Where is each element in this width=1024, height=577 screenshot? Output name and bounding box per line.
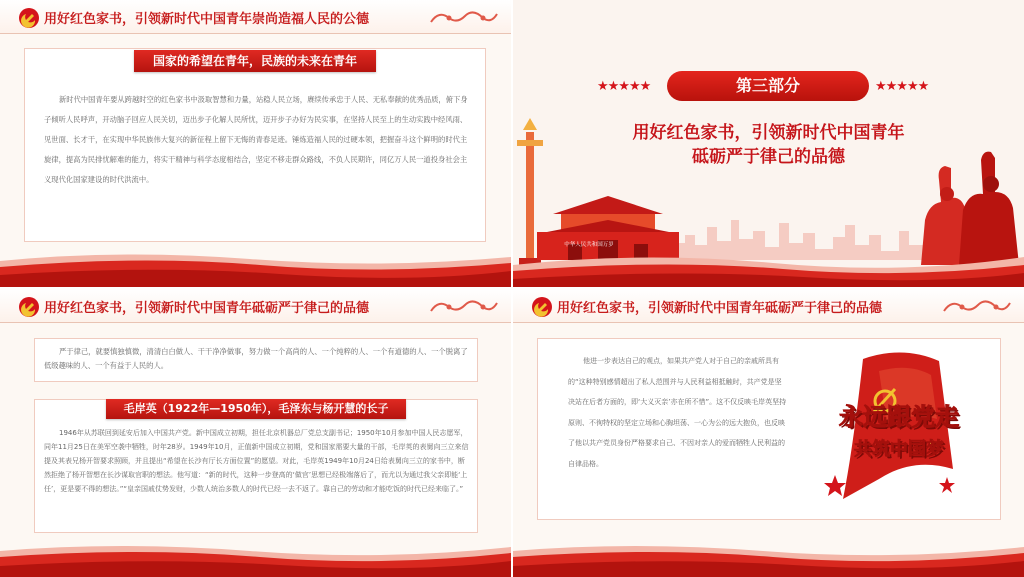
section-ribbon: 毛岸英（1922年—1950年），毛泽东与杨开慧的长子 bbox=[106, 399, 406, 419]
auspicious-cloud-icon bbox=[429, 8, 499, 26]
slide-2-section-cover[interactable] bbox=[513, 0, 1024, 287]
divider bbox=[513, 322, 1024, 323]
slogan-line-1: 永远跟党走 bbox=[839, 402, 959, 431]
divider bbox=[0, 322, 511, 323]
stars-left: ★★★★★ bbox=[597, 79, 651, 94]
red-wave-decoration bbox=[513, 539, 1024, 577]
section-ribbon: 国家的希望在青年，民族的未来在青年 bbox=[134, 50, 376, 72]
header-title: 用好红色家书，引领新时代中国青年砥砺严于律己的品德 bbox=[44, 301, 370, 316]
header-title: 用好红色家书，引领新时代中国青年砥砺严于律己的品德 bbox=[557, 301, 883, 316]
party-emblem-icon bbox=[531, 296, 553, 318]
red-wave-decoration bbox=[513, 247, 1024, 287]
slide-4[interactable] bbox=[513, 289, 1024, 577]
slide-header bbox=[0, 0, 511, 34]
party-emblem-icon bbox=[18, 7, 40, 29]
body-paragraph: 他进一步表达自己的观点，如果共产党人对于自己的亲戚所具有的“这种特别感情超出了私人范围并与人民利益相抵触时，共产党是坚决站在后者方面的，即‘大义灭亲’亦在所不惜”。这不仅反映毛岸英坚持原则、不徇特权的坚定立场和心胸坦荡、一心为公的远大抱负，也反映了他以共产党员身份严格要求自己、不因对亲人的爱而牺牲人民利益的自律品格。 bbox=[568, 357, 787, 468]
gate-banner: 中华人民共和国万岁 bbox=[564, 242, 614, 248]
slide-header bbox=[513, 289, 1024, 323]
intro-paragraph: 严于律己，就要慎独慎微，清清白白做人、干干净净做事，努力做一个高尚的人、一个纯粹的人、一个有道德的人、一个脱离了低级趣味的人、一个有益于人民的人。 bbox=[44, 347, 468, 370]
stars-right: ★★★★★ bbox=[875, 79, 929, 94]
red-wave-decoration bbox=[0, 539, 511, 577]
body-paragraph: 1946年从苏联回到延安后加入中国共产党。新中国成立初期，担任北京机器总厂党总支副书记；1950年10月参加中国人民志愿军，同年11月25日在美军空袭中牺牲，时年28岁。1949年10月，正值新中国成立初期，党和国家需要大量的干部，毛岸英的表舅向三立来信提及其表兄杨开智要求照顾，并且提出“希望在长沙有厅长方面位置”的愿望。对此，毛岸英1949年10月24日给表舅向三立的家书中，断然拒绝了杨开智想在长沙谋取官职的想法。他写道：“新的时代，这种一步登高的‘做官’思想已经极端落后了，而尤以为通过我父亲即能‘上任’，更是要不得的想法。”“皇亲国戚仗势发财，少数人统治多数人的时代已经一去不返了。靠自己的劳动和才能吃饭的时代已经来临了。” bbox=[44, 429, 469, 493]
section-title-line-1: 用好红色家书，引领新时代中国青年 bbox=[632, 123, 905, 143]
section-title-line-2: 砥砺严于律己的品德 bbox=[692, 147, 845, 167]
red-wave-decoration bbox=[0, 247, 511, 287]
auspicious-cloud-icon bbox=[942, 297, 1012, 315]
section-label: 第三部分 bbox=[667, 71, 869, 101]
auspicious-cloud-icon bbox=[429, 297, 499, 315]
slide-header bbox=[0, 289, 511, 323]
slide-3[interactable] bbox=[0, 289, 511, 577]
slogan-line-2: 共筑中国梦 bbox=[854, 439, 944, 460]
divider bbox=[0, 33, 511, 34]
body-paragraph: 新时代中国青年要从跨越时空的红色家书中汲取智慧和力量，站稳人民立场，赓续传承忠于人民、无私奉献的优秀品质，俯下身子倾听人民呼声，开动脑子回应人民关切，迈出步子化解人民所忧，迈开步子办好为民实事，在坚持人民至上的生动实践中经风雨、见世面、长才干，在实现中华民族伟大复兴的新征程上留下无悔的青春足迹。锤炼造福人民的过硬本领，把握奋斗这个鲜明的时代主旋律，提高为民排忧解难的能力，将实干精神与科学态度相结合，坚定不移走群众路线，不负人民期许，同亿万人民一道投身社会主义现代化国家建设的时代洪流中。 bbox=[44, 95, 468, 184]
party-emblem-icon bbox=[18, 296, 40, 318]
slide-1[interactable] bbox=[0, 0, 511, 287]
header-title: 用好红色家书，引领新时代中国青年崇尚造福人民的公德 bbox=[44, 12, 370, 27]
